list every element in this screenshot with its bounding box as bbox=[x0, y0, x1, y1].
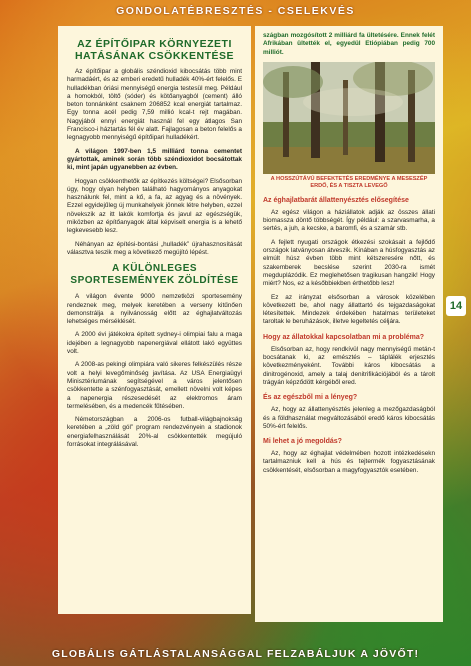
right-paragraph-5: Elsősorban az, hogy rendkívül nagy mennyiségű metán-t bocsátanak ki, az emésztés – táplálék erjesztés következményeként. További káros kibocsátás a dinitrogénoxid, amely a talaj denitrifikációjából és a tárolt trágyán képződött kérgéből ered. bbox=[263, 345, 435, 386]
subheading-livestock: Az éghajlatbarát állattenyésztés elősegítése bbox=[263, 196, 409, 204]
right-paragraph-6: Az, hogy az állattenyésztés jelenleg a mezőgazdaságból és a földhasználat megváltozásából eredő káros kibocsátás 50%-ért felelős. bbox=[263, 406, 435, 430]
footer-slogan: GLOBÁLIS GÁTLÁSTALANSÁGGAL FELZABÁLJUK A JÖVŐT! bbox=[51, 648, 420, 660]
right-column bbox=[255, 26, 443, 622]
right-paragraph-3: A fejlett nyugati országok étkezési szokásait a fejlődő országok latványosan átveszik. Kínában a húsfogyasztás az elmúlt húsz évben több mint kétszeresére nőtt, és szakemberek becslése szerint 2030-ra ismét megduplázódik. Ez meglehetősen tragikusan hangzik! Hogy miért? Nos, ez a későbbiekben érthetőbb lesz! bbox=[263, 238, 435, 288]
left-paragraph-6: A 2000 évi játékokra épített sydney-i olimpiai falu a maga idejében a legnagyobb napenergiával ellátott lakó együttes volt. bbox=[67, 331, 242, 356]
left-paragraph-8: Németországban a 2006-os futball-világbajnokság keretében a „zöld gól” program rendezvényein a stadionok energiafelhasználását 20%-al csökkentették megújuló forrásokat integrálásával. bbox=[67, 416, 242, 448]
right-paragraph-1: szágban mozgósított 2 milliárd fa ültetésére. Ennek felét Afrikában ültették el, egyedül Etiópiában pedig 700 milliót. bbox=[263, 32, 435, 56]
left-paragraph-5: A világon évente 9000 nemzetközi sportesemény rendeznek meg, melyek keretében a verseny kitűnően demonstrálja a nyilvánosság előtt az éghajlatváltozás lehetséges mérséklését. bbox=[67, 293, 242, 326]
left-paragraph-1: Az építőipar a globális széndioxid kibocsátás több mint harmadáért, és az emberi eredetű hulladék 40%-ért felelős. E hulladékban óriási mennyiségű energia testesül meg. Például a homokból, töltő (sóder) és kötőanyagból (cement) álló beton tonnánként csaknem 206852 kcal energiát tartalmaz. Egy tonna acél pedig 7,59 millió kcal-t rejt magában. Nagyjából ennyi energiát használ fel egy átlagos San Francisco-i háztartás fél év alatt. Fajlagosan a beton felelős a legnagyobb mennyiségű építőipari hulladékért. bbox=[67, 68, 242, 142]
heading-sports: A KÜLÖNLEGES SPORTESEMÉNYEK ZÖLDÍTÉSE bbox=[70, 263, 239, 287]
forest-image bbox=[263, 62, 435, 174]
page-number: 14 bbox=[446, 296, 466, 316]
header-title: GONDOLATÉBRESZTÉS - CSELEKVÉS bbox=[116, 5, 355, 17]
left-paragraph-7: A 2008-as pekingi olimpiára való sikeres felkészülés része volt a helyi levegőminőség javítása. Az USA Energiaügyi Minisztériumának segítségével a város jelentősen csökkentette a szénfogyasztását, emellett növelni volt képes a napenergia részesedését az elektromos áram termelésében, és a medencék fűtésében. bbox=[67, 361, 242, 410]
right-paragraph-7: Az, hogy az éghajlat védelmében hozott intézkedésekn tartalmazniuk kell a hús és tejtermék fogyasztásának csökkentését, elsősorban a magyfogyasztók esetében. bbox=[263, 450, 435, 474]
right-paragraph-2: Az egész világon a háziállatok adják az összes állati biomassza döntő többségét. Így például: a szarvasmarha, a sertés, a juh, a kecske, a baromfi, és a szamár stb. bbox=[263, 208, 435, 233]
left-column bbox=[58, 26, 251, 614]
subheading-solution: Mi lehet a jó megoldás? bbox=[263, 438, 342, 446]
heading-construction: AZ ÉPÍTŐIPAR KÖRNYEZETI HATÁSÁNAK CSÖKKENTÉSE bbox=[74, 38, 235, 62]
forest-photo bbox=[263, 62, 435, 174]
photo-caption: A HOSSZÚTÁVÚ BEFEKTETÉS EREDMÉNYE A MESESZÉP ERDŐ, ÉS A TISZTA LEVEGŐ bbox=[270, 175, 428, 189]
left-paragraph-2: A világon 1997-ben 1,5 milliárd tonna cementet gyártottak, aminek során több széndioxidot bocsátottak ki, mint japán ugyanebben az évben. bbox=[67, 147, 242, 172]
left-paragraph-3: Hogyan csökkenthetők az építkezés költségei? Elsősorban úgy, hogy olyan helyben található hagyományos anyagokat használunk fel, mint a kő, a fa, az agyag és a növények. Ezzel egyidejűleg új munkahelyek jönnek létre helyben, ezzel növekszik az itt lakók komfortja és javul az egészségük, miközben az építőanyagok által képviselt energia is a lehető legkevesebb lesz. bbox=[67, 177, 242, 235]
left-paragraph-4: Néhányan az építési-bontási „hulladék” újrahasznosítását választva teszik meg a következő megújító lépést. bbox=[67, 240, 242, 256]
subheading-essence: És az egészből mi a lényeg? bbox=[263, 394, 358, 402]
subheading-problem: Hogy az állatokkal kapcsolatban mi a probléma? bbox=[263, 333, 425, 341]
right-paragraph-4: Ez az irányzat elsősorban a városok közelében következett be, ahol nagy állattartó és tejgazdaságokat létesítettek. Mindezek érdekében hatalmas területeket taroltak le beruházások, illetve legeltetés céljára. bbox=[263, 293, 435, 326]
